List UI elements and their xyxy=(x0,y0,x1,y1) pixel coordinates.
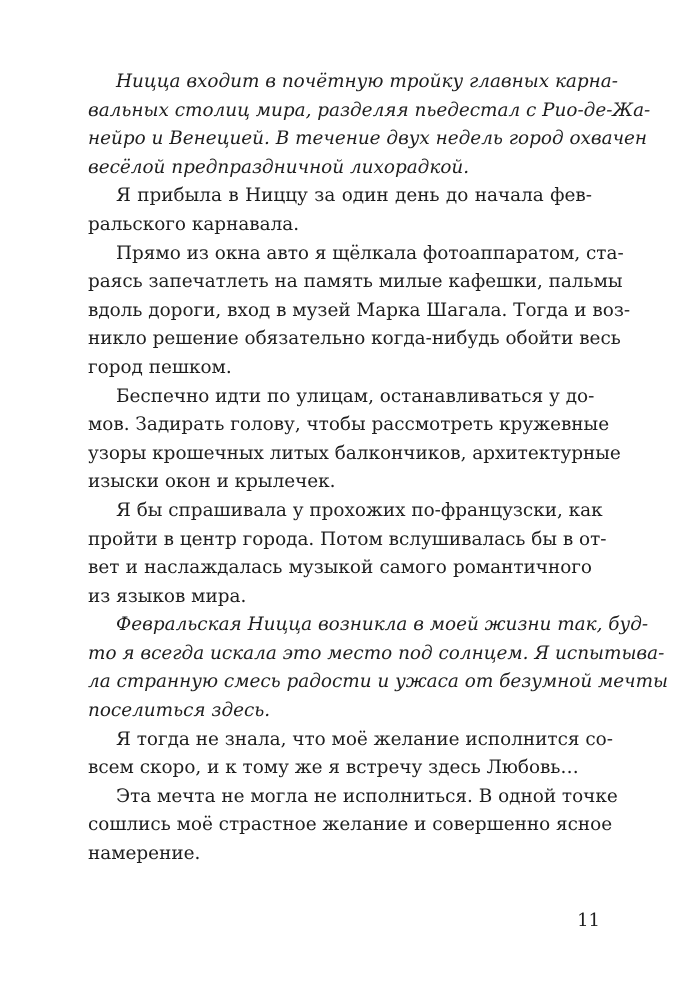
text-line: поселиться здесь. xyxy=(88,700,271,722)
paragraph-7 xyxy=(88,726,613,783)
paragraph-5 xyxy=(88,497,607,611)
paragraph-2 xyxy=(88,182,592,239)
text-line: Я прибыла в Ниццу за один день до начала фев- xyxy=(116,185,592,207)
text-line: Ницца входит в почётную тройку главных карна- xyxy=(116,71,618,92)
text-line: город пешком. xyxy=(88,356,232,378)
text-line: раясь запечатлеть на память милые кафешки, пальмы xyxy=(88,271,623,293)
text-line: вальных столиц мира, разделяя пьедестал с Рио-де-Жа- xyxy=(88,99,651,121)
text-line: никло решение обязательно когда-нибудь обойти весь xyxy=(88,328,621,350)
text-line: нейро и Венецией. В течение двух недель город охвачен xyxy=(88,128,648,150)
text-line: всем скоро, и к тому же я встречу здесь Любовь… xyxy=(88,757,579,779)
paragraph-1 xyxy=(88,68,651,182)
text-line: из языков мира. xyxy=(88,585,247,607)
text-line: вдоль дороги, вход в музей Марка Шагала. Тогда и воз- xyxy=(88,299,631,321)
text-line: пройти в центр города. Потом вслушивалась бы в от- xyxy=(88,528,607,550)
text-line: Я бы спрашивала у прохожих по-французски, как xyxy=(116,499,603,521)
text-line: сошлись моё страстное желание и совершенно ясное xyxy=(88,814,613,836)
text-line: мов. Задирать голову, чтобы рассмотреть кружевные xyxy=(88,414,610,436)
text-line: вет и наслаждалась музыкой самого романтичного xyxy=(88,557,592,579)
text-line: Эта мечта не могла не исполниться. В одной точке xyxy=(116,785,618,807)
text-line: Февральская Ницца возникла в моей жизни так, буд- xyxy=(116,614,649,636)
page-body xyxy=(88,68,669,869)
text-line: то я всегда искала это место под солнцем. Я испытыва- xyxy=(88,642,665,664)
paragraph-6 xyxy=(88,611,669,725)
text-line: ла странную смесь радости и ужаса от безумной мечты xyxy=(88,671,669,693)
text-line: Прямо из окна авто я щёлкала фотоаппаратом, ста- xyxy=(116,242,624,264)
text-line: изыски окон и крылечек. xyxy=(88,471,336,493)
paragraph-3 xyxy=(88,240,631,383)
page-number: 11 xyxy=(577,910,600,931)
text-line: Я тогда не знала, что моё желание исполнится со- xyxy=(116,728,613,750)
text-line: весёлой предпраздничной лихорадкой. xyxy=(88,156,470,178)
text-line: Беспечно идти по улицам, останавливаться у до- xyxy=(116,385,595,407)
text-line: узоры крошечных литых балкончиков, архитектурные xyxy=(88,442,621,464)
text-line: ральского карнавала. xyxy=(88,213,300,235)
paragraph-8 xyxy=(88,783,618,869)
text-line: намерение. xyxy=(88,843,201,865)
paragraph-4 xyxy=(88,383,621,497)
